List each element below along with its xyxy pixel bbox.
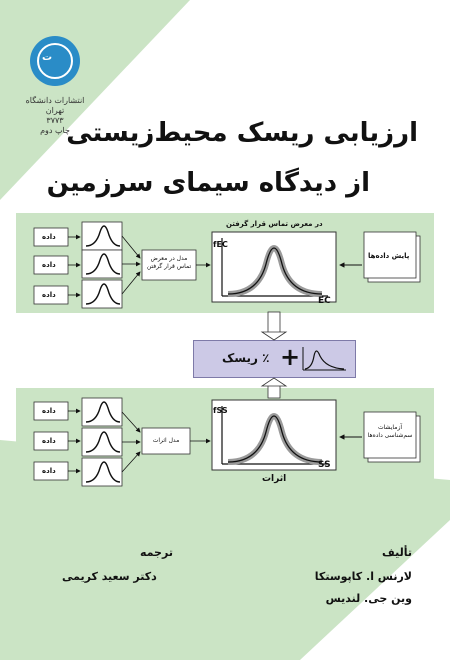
input-label-6: داده (42, 467, 56, 475)
input-label-2: داده (42, 261, 56, 269)
input-label-5: داده (42, 437, 56, 445)
monitoring-data-label: پایش داده‌ها (368, 252, 410, 260)
risk-label: ٪ ریسک (222, 351, 270, 365)
author-2: وین جی. لندیس (325, 592, 412, 605)
seal-mark: ت (42, 52, 53, 63)
effects-y-label: fSS (213, 406, 228, 415)
effects-x-label: SS (318, 460, 331, 470)
publisher-number: ۳۷۷۳ (46, 116, 64, 125)
translator-heading: ترجمه (140, 546, 173, 559)
input-label-3: داده (42, 291, 56, 299)
effects-panel-title: اثرات (262, 474, 287, 484)
input-label-4: داده (42, 407, 56, 415)
up-arrow-icon (262, 378, 286, 386)
exposure-model-label: مدل در معرض تماس قرار گرفتن (146, 255, 192, 270)
author-heading: تألیف (382, 546, 412, 559)
author-1: لارنس ا. کاپوستکا (314, 570, 412, 583)
book-title-line2: از دیدگاه سیمای سرزمین (46, 168, 370, 198)
publisher-name: انتشارات دانشگاه تهران (25, 96, 85, 115)
down-arrow-icon (262, 332, 286, 340)
publisher-edition: چاپ دوم (40, 126, 70, 135)
exposure-y-label: fEC (213, 240, 228, 249)
exposure-panel-title: در معرض تماس قرار گرفتن (226, 220, 323, 228)
bottom-input-row-1 (34, 398, 140, 432)
effects-model-label: مدل اثرات (152, 437, 180, 444)
risk-plus: + (280, 343, 301, 371)
down-arrow-shaft (268, 312, 280, 334)
book-title-line1: ارزیابی ریسک محیط‌زیستی (66, 118, 418, 148)
input-label-1: داده (42, 233, 56, 241)
toxicology-data-label: آزمایشات سم‌شناسی داده‌ها (367, 424, 413, 439)
translator-name: دکتر سعید کریمی (62, 570, 157, 583)
exposure-x-label: EC (318, 296, 331, 306)
risk-curve (305, 351, 344, 369)
